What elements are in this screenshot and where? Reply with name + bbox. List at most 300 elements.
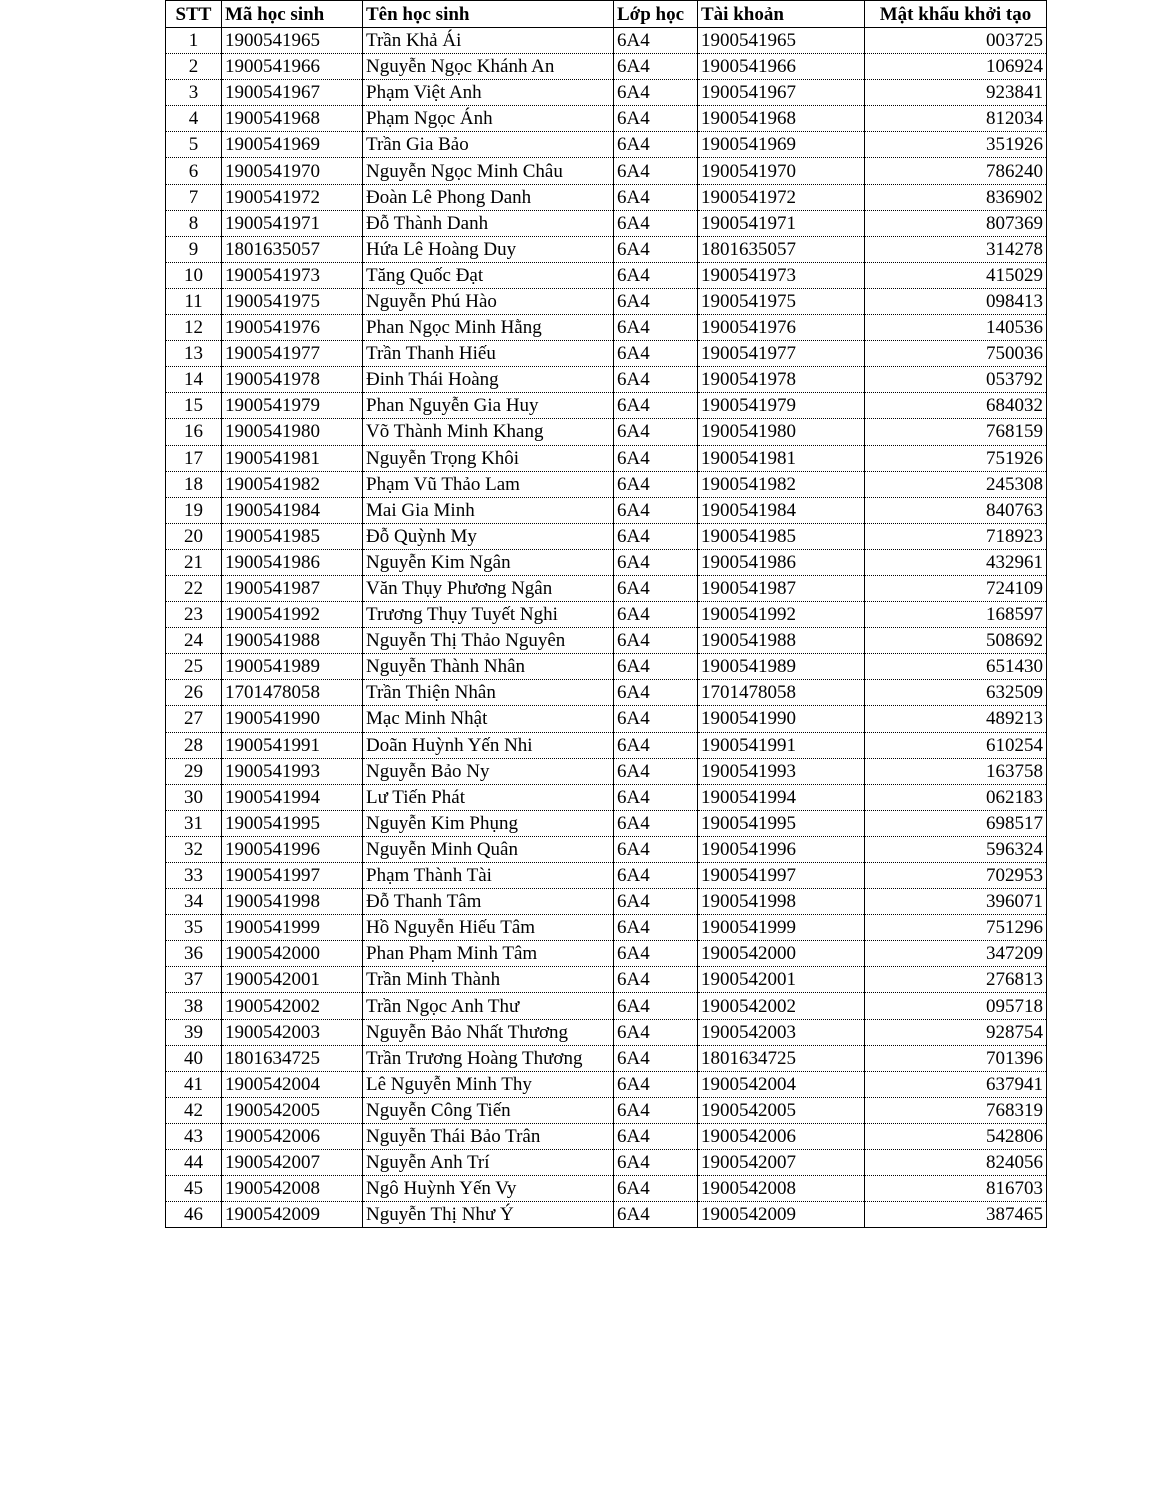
- cell-student-name: Hồ Nguyễn Hiếu Tâm: [363, 915, 614, 941]
- cell-account: 1900541970: [698, 158, 865, 184]
- cell-student-id: 1900541987: [222, 575, 363, 601]
- cell-student-id: 1900541992: [222, 602, 363, 628]
- cell-stt: 35: [166, 915, 222, 941]
- cell-student-id: 1900541990: [222, 706, 363, 732]
- cell-stt: 33: [166, 863, 222, 889]
- cell-student-name: Phạm Ngọc Ánh: [363, 106, 614, 132]
- cell-initial-password: 432961: [865, 549, 1047, 575]
- cell-initial-password: 095718: [865, 993, 1047, 1019]
- cell-class: 6A4: [614, 523, 698, 549]
- table-row: [166, 628, 1047, 654]
- cell-stt: 40: [166, 1045, 222, 1071]
- cell-stt: 16: [166, 419, 222, 445]
- table-row: [166, 341, 1047, 367]
- table-row: [166, 1071, 1047, 1097]
- cell-student-name: Trần Thanh Hiếu: [363, 341, 614, 367]
- table-row: [166, 836, 1047, 862]
- cell-class: 6A4: [614, 1045, 698, 1071]
- cell-student-id: 1900541993: [222, 758, 363, 784]
- cell-initial-password: 351926: [865, 132, 1047, 158]
- cell-stt: 29: [166, 758, 222, 784]
- table-row: [166, 732, 1047, 758]
- cell-class: 6A4: [614, 471, 698, 497]
- cell-account: 1900541966: [698, 54, 865, 80]
- cell-class: 6A4: [614, 967, 698, 993]
- table-row: [166, 419, 1047, 445]
- table-row: [166, 497, 1047, 523]
- cell-stt: 39: [166, 1019, 222, 1045]
- table-row: [166, 549, 1047, 575]
- cell-initial-password: 701396: [865, 1045, 1047, 1071]
- cell-stt: 25: [166, 654, 222, 680]
- cell-class: 6A4: [614, 1097, 698, 1123]
- cell-class: 6A4: [614, 706, 698, 732]
- cell-stt: 27: [166, 706, 222, 732]
- cell-class: 6A4: [614, 315, 698, 341]
- cell-initial-password: 836902: [865, 184, 1047, 210]
- cell-student-name: Nguyễn Kim Phụng: [363, 810, 614, 836]
- cell-account: 1900542005: [698, 1097, 865, 1123]
- cell-stt: 41: [166, 1071, 222, 1097]
- cell-student-id: 1900542006: [222, 1123, 363, 1149]
- cell-student-id: 1900542002: [222, 993, 363, 1019]
- table-row: [166, 1202, 1047, 1228]
- cell-account: 1900542006: [698, 1123, 865, 1149]
- cell-student-name: Đinh Thái Hoàng: [363, 367, 614, 393]
- cell-initial-password: 684032: [865, 393, 1047, 419]
- cell-student-name: Nguyễn Thị Thảo Nguyên: [363, 628, 614, 654]
- cell-account: 1900541989: [698, 654, 865, 680]
- table-row: [166, 863, 1047, 889]
- cell-stt: 31: [166, 810, 222, 836]
- table-row: [166, 915, 1047, 941]
- table-row: [166, 262, 1047, 288]
- cell-student-id: 1900542000: [222, 941, 363, 967]
- cell-class: 6A4: [614, 184, 698, 210]
- cell-student-id: 1900541997: [222, 863, 363, 889]
- cell-student-id: 1900541991: [222, 732, 363, 758]
- cell-account: 1900541992: [698, 602, 865, 628]
- header-student-name: Tên học sinh: [363, 1, 614, 28]
- cell-student-name: Hứa Lê Hoàng Duy: [363, 236, 614, 262]
- cell-student-id: 1701478058: [222, 680, 363, 706]
- cell-initial-password: 768319: [865, 1097, 1047, 1123]
- cell-student-name: Mạc Minh Nhật: [363, 706, 614, 732]
- cell-account: 1900542007: [698, 1150, 865, 1176]
- cell-initial-password: 702953: [865, 863, 1047, 889]
- table-row: [166, 158, 1047, 184]
- cell-class: 6A4: [614, 497, 698, 523]
- table-row: [166, 993, 1047, 1019]
- cell-account: 1900541973: [698, 262, 865, 288]
- cell-student-id: 1900541986: [222, 549, 363, 575]
- cell-student-id: 1900541967: [222, 80, 363, 106]
- cell-student-name: Đỗ Thanh Tâm: [363, 889, 614, 915]
- cell-student-name: Nguyễn Kim Ngân: [363, 549, 614, 575]
- table-header: [166, 1, 1047, 28]
- cell-account: 1900541994: [698, 784, 865, 810]
- header-stt: STT: [166, 1, 222, 28]
- table-row: [166, 680, 1047, 706]
- cell-stt: 21: [166, 549, 222, 575]
- cell-student-id: 1900541998: [222, 889, 363, 915]
- cell-account: 1900541965: [698, 28, 865, 54]
- cell-student-name: Nguyễn Anh Trí: [363, 1150, 614, 1176]
- cell-student-name: Doãn Huỳnh Yến Nhi: [363, 732, 614, 758]
- table-row: [166, 210, 1047, 236]
- cell-stt: 34: [166, 889, 222, 915]
- cell-stt: 5: [166, 132, 222, 158]
- cell-student-id: 1900541985: [222, 523, 363, 549]
- cell-class: 6A4: [614, 1123, 698, 1149]
- cell-class: 6A4: [614, 1202, 698, 1228]
- table-row: [166, 471, 1047, 497]
- cell-stt: 37: [166, 967, 222, 993]
- cell-stt: 20: [166, 523, 222, 549]
- cell-class: 6A4: [614, 758, 698, 784]
- cell-initial-password: 786240: [865, 158, 1047, 184]
- cell-initial-password: 542806: [865, 1123, 1047, 1149]
- cell-student-id: 1900541999: [222, 915, 363, 941]
- cell-initial-password: 163758: [865, 758, 1047, 784]
- cell-student-id: 1900542008: [222, 1176, 363, 1202]
- cell-student-id: 1900541966: [222, 54, 363, 80]
- cell-student-name: Trần Trương Hoàng Thương: [363, 1045, 614, 1071]
- cell-class: 6A4: [614, 236, 698, 262]
- cell-student-name: Trần Ngọc Anh Thư: [363, 993, 614, 1019]
- cell-student-name: Trần Thiện Nhân: [363, 680, 614, 706]
- cell-class: 6A4: [614, 367, 698, 393]
- cell-student-id: 1900541971: [222, 210, 363, 236]
- cell-stt: 42: [166, 1097, 222, 1123]
- cell-initial-password: 637941: [865, 1071, 1047, 1097]
- cell-class: 6A4: [614, 1176, 698, 1202]
- cell-student-name: Trương Thụy Tuyết Nghi: [363, 602, 614, 628]
- cell-stt: 12: [166, 315, 222, 341]
- cell-account: 1801635057: [698, 236, 865, 262]
- cell-initial-password: 718923: [865, 523, 1047, 549]
- table-row: [166, 132, 1047, 158]
- table-row: [166, 654, 1047, 680]
- cell-stt: 13: [166, 341, 222, 367]
- cell-initial-password: 314278: [865, 236, 1047, 262]
- cell-student-name: Đỗ Quỳnh My: [363, 523, 614, 549]
- student-account-table: [165, 0, 1047, 1228]
- cell-student-name: Ngô Huỳnh Yến Vy: [363, 1176, 614, 1202]
- cell-student-id: 1900541973: [222, 262, 363, 288]
- table-row: [166, 575, 1047, 601]
- cell-student-id: 1900542001: [222, 967, 363, 993]
- cell-account: 1801634725: [698, 1045, 865, 1071]
- cell-account: 1900541986: [698, 549, 865, 575]
- cell-student-name: Phan Nguyễn Gia Huy: [363, 393, 614, 419]
- cell-student-id: 1900541984: [222, 497, 363, 523]
- cell-student-name: Nguyễn Phú Hào: [363, 288, 614, 314]
- cell-initial-password: 347209: [865, 941, 1047, 967]
- cell-class: 6A4: [614, 393, 698, 419]
- table-row: [166, 1045, 1047, 1071]
- cell-class: 6A4: [614, 628, 698, 654]
- cell-student-name: Nguyễn Bảo Nhất Thương: [363, 1019, 614, 1045]
- cell-class: 6A4: [614, 158, 698, 184]
- cell-student-name: Trần Minh Thành: [363, 967, 614, 993]
- cell-student-name: Lê Nguyễn Minh Thy: [363, 1071, 614, 1097]
- cell-account: 1900541977: [698, 341, 865, 367]
- cell-account: 1900541972: [698, 184, 865, 210]
- cell-class: 6A4: [614, 1071, 698, 1097]
- table-row: [166, 1097, 1047, 1123]
- cell-initial-password: 840763: [865, 497, 1047, 523]
- cell-class: 6A4: [614, 810, 698, 836]
- cell-class: 6A4: [614, 863, 698, 889]
- cell-stt: 23: [166, 602, 222, 628]
- cell-initial-password: 812034: [865, 106, 1047, 132]
- cell-initial-password: 816703: [865, 1176, 1047, 1202]
- cell-account: 1900541968: [698, 106, 865, 132]
- cell-class: 6A4: [614, 341, 698, 367]
- cell-stt: 14: [166, 367, 222, 393]
- table-body: [166, 28, 1047, 1228]
- table-row: [166, 602, 1047, 628]
- cell-stt: 1: [166, 28, 222, 54]
- cell-class: 6A4: [614, 680, 698, 706]
- cell-account: 1900541969: [698, 132, 865, 158]
- table-row: [166, 1150, 1047, 1176]
- cell-account: 1900541990: [698, 706, 865, 732]
- cell-account: 1900541980: [698, 419, 865, 445]
- cell-stt: 30: [166, 784, 222, 810]
- cell-student-name: Phạm Vũ Thảo Lam: [363, 471, 614, 497]
- table-row: [166, 810, 1047, 836]
- header-student-id: Mã học sinh: [222, 1, 363, 28]
- cell-initial-password: 106924: [865, 54, 1047, 80]
- table-row: [166, 1123, 1047, 1149]
- cell-initial-password: 928754: [865, 1019, 1047, 1045]
- cell-initial-password: 168597: [865, 602, 1047, 628]
- cell-student-id: 1900541995: [222, 810, 363, 836]
- cell-student-id: 1900541977: [222, 341, 363, 367]
- table-row: [166, 706, 1047, 732]
- cell-student-name: Đỗ Thành Danh: [363, 210, 614, 236]
- cell-stt: 2: [166, 54, 222, 80]
- cell-student-name: Trần Khả Ái: [363, 28, 614, 54]
- cell-student-id: 1900541975: [222, 288, 363, 314]
- table-row: [166, 288, 1047, 314]
- cell-account: 1900541967: [698, 80, 865, 106]
- table-row: [166, 758, 1047, 784]
- cell-student-id: 1900542003: [222, 1019, 363, 1045]
- cell-student-id: 1900542009: [222, 1202, 363, 1228]
- cell-initial-password: 508692: [865, 628, 1047, 654]
- cell-account: 1900542008: [698, 1176, 865, 1202]
- cell-stt: 18: [166, 471, 222, 497]
- cell-account: 1900541999: [698, 915, 865, 941]
- table-row: [166, 80, 1047, 106]
- cell-account: 1900541984: [698, 497, 865, 523]
- cell-stt: 26: [166, 680, 222, 706]
- cell-initial-password: 610254: [865, 732, 1047, 758]
- table-row: [166, 889, 1047, 915]
- cell-initial-password: 923841: [865, 80, 1047, 106]
- cell-student-name: Mai Gia Minh: [363, 497, 614, 523]
- cell-initial-password: 245308: [865, 471, 1047, 497]
- cell-class: 6A4: [614, 602, 698, 628]
- cell-account: 1900542003: [698, 1019, 865, 1045]
- cell-account: 1900542009: [698, 1202, 865, 1228]
- cell-stt: 6: [166, 158, 222, 184]
- cell-class: 6A4: [614, 889, 698, 915]
- cell-account: 1900541991: [698, 732, 865, 758]
- cell-account: 1900541995: [698, 810, 865, 836]
- cell-student-id: 1801635057: [222, 236, 363, 262]
- cell-class: 6A4: [614, 262, 698, 288]
- cell-initial-password: 698517: [865, 810, 1047, 836]
- table-row: [166, 367, 1047, 393]
- cell-class: 6A4: [614, 210, 698, 236]
- cell-stt: 8: [166, 210, 222, 236]
- table-row: [166, 236, 1047, 262]
- cell-stt: 3: [166, 80, 222, 106]
- cell-student-id: 1900542007: [222, 1150, 363, 1176]
- cell-student-name: Nguyễn Minh Quân: [363, 836, 614, 862]
- cell-student-name: Tăng Quốc Đạt: [363, 262, 614, 288]
- cell-class: 6A4: [614, 575, 698, 601]
- cell-initial-password: 396071: [865, 889, 1047, 915]
- cell-class: 6A4: [614, 549, 698, 575]
- header-class: Lớp học: [614, 1, 698, 28]
- cell-account: 1900542000: [698, 941, 865, 967]
- cell-class: 6A4: [614, 419, 698, 445]
- cell-initial-password: 768159: [865, 419, 1047, 445]
- cell-class: 6A4: [614, 1150, 698, 1176]
- cell-stt: 46: [166, 1202, 222, 1228]
- cell-student-name: Nguyễn Thái Bảo Trân: [363, 1123, 614, 1149]
- cell-account: 1900541971: [698, 210, 865, 236]
- cell-initial-password: 276813: [865, 967, 1047, 993]
- cell-initial-password: 003725: [865, 28, 1047, 54]
- cell-stt: 11: [166, 288, 222, 314]
- table-row: [166, 1176, 1047, 1202]
- cell-student-name: Phan Ngọc Minh Hằng: [363, 315, 614, 341]
- cell-account: 1900541976: [698, 315, 865, 341]
- cell-student-name: Phan Phạm Minh Tâm: [363, 941, 614, 967]
- header-initial-password: Mật khẩu khởi tạo: [865, 1, 1047, 28]
- cell-student-id: 1900541989: [222, 654, 363, 680]
- cell-class: 6A4: [614, 732, 698, 758]
- cell-student-id: 1900541980: [222, 419, 363, 445]
- cell-stt: 38: [166, 993, 222, 1019]
- cell-class: 6A4: [614, 28, 698, 54]
- cell-initial-password: 824056: [865, 1150, 1047, 1176]
- cell-stt: 22: [166, 575, 222, 601]
- cell-class: 6A4: [614, 54, 698, 80]
- cell-account: 1900541985: [698, 523, 865, 549]
- cell-class: 6A4: [614, 836, 698, 862]
- cell-student-name: Nguyễn Thị Như Ý: [363, 1202, 614, 1228]
- cell-stt: 24: [166, 628, 222, 654]
- cell-student-name: Võ Thành Minh Khang: [363, 419, 614, 445]
- cell-stt: 43: [166, 1123, 222, 1149]
- table-row: [166, 28, 1047, 54]
- cell-account: 1900541979: [698, 393, 865, 419]
- cell-student-name: Trần Gia Bảo: [363, 132, 614, 158]
- cell-student-id: 1900541976: [222, 315, 363, 341]
- cell-initial-password: 489213: [865, 706, 1047, 732]
- cell-student-name: Nguyễn Ngọc Minh Châu: [363, 158, 614, 184]
- cell-student-id: 1900541969: [222, 132, 363, 158]
- cell-student-name: Nguyễn Thành Nhân: [363, 654, 614, 680]
- cell-class: 6A4: [614, 80, 698, 106]
- cell-student-id: 1801634725: [222, 1045, 363, 1071]
- cell-class: 6A4: [614, 445, 698, 471]
- cell-initial-password: 062183: [865, 784, 1047, 810]
- cell-student-name: Nguyễn Bảo Ny: [363, 758, 614, 784]
- cell-class: 6A4: [614, 106, 698, 132]
- cell-initial-password: 724109: [865, 575, 1047, 601]
- cell-student-name: Phạm Việt Anh: [363, 80, 614, 106]
- cell-student-id: 1900541979: [222, 393, 363, 419]
- cell-class: 6A4: [614, 784, 698, 810]
- cell-account: 1900541998: [698, 889, 865, 915]
- cell-stt: 36: [166, 941, 222, 967]
- cell-account: 1900541988: [698, 628, 865, 654]
- header-account: Tài khoản: [698, 1, 865, 28]
- cell-student-name: Phạm Thành Tài: [363, 863, 614, 889]
- cell-student-id: 1900541996: [222, 836, 363, 862]
- cell-student-name: Lư Tiến Phát: [363, 784, 614, 810]
- cell-class: 6A4: [614, 915, 698, 941]
- cell-stt: 45: [166, 1176, 222, 1202]
- cell-account: 1900541997: [698, 863, 865, 889]
- cell-account: 1900541975: [698, 288, 865, 314]
- table-row: [166, 523, 1047, 549]
- cell-initial-password: 053792: [865, 367, 1047, 393]
- cell-student-name: Nguyễn Ngọc Khánh An: [363, 54, 614, 80]
- cell-stt: 44: [166, 1150, 222, 1176]
- table-row: [166, 315, 1047, 341]
- cell-student-name: Nguyễn Công Tiến: [363, 1097, 614, 1123]
- cell-initial-password: 751926: [865, 445, 1047, 471]
- cell-student-name: Đoàn Lê Phong Danh: [363, 184, 614, 210]
- table-row: [166, 1019, 1047, 1045]
- cell-student-id: 1900541965: [222, 28, 363, 54]
- cell-initial-password: 807369: [865, 210, 1047, 236]
- cell-account: 1900541987: [698, 575, 865, 601]
- cell-account: 1900541978: [698, 367, 865, 393]
- cell-stt: 9: [166, 236, 222, 262]
- cell-stt: 15: [166, 393, 222, 419]
- cell-account: 1900542002: [698, 993, 865, 1019]
- cell-initial-password: 140536: [865, 315, 1047, 341]
- cell-student-name: Văn Thụy Phương Ngân: [363, 575, 614, 601]
- cell-class: 6A4: [614, 654, 698, 680]
- cell-stt: 10: [166, 262, 222, 288]
- cell-class: 6A4: [614, 941, 698, 967]
- cell-student-id: 1900541982: [222, 471, 363, 497]
- cell-initial-password: 751296: [865, 915, 1047, 941]
- cell-account: 1900541993: [698, 758, 865, 784]
- cell-student-name: Nguyễn Trọng Khôi: [363, 445, 614, 471]
- cell-class: 6A4: [614, 288, 698, 314]
- table-row: [166, 784, 1047, 810]
- cell-stt: 4: [166, 106, 222, 132]
- cell-account: 1900542004: [698, 1071, 865, 1097]
- cell-stt: 7: [166, 184, 222, 210]
- table-row: [166, 106, 1047, 132]
- cell-account: 1701478058: [698, 680, 865, 706]
- cell-initial-password: 596324: [865, 836, 1047, 862]
- cell-stt: 28: [166, 732, 222, 758]
